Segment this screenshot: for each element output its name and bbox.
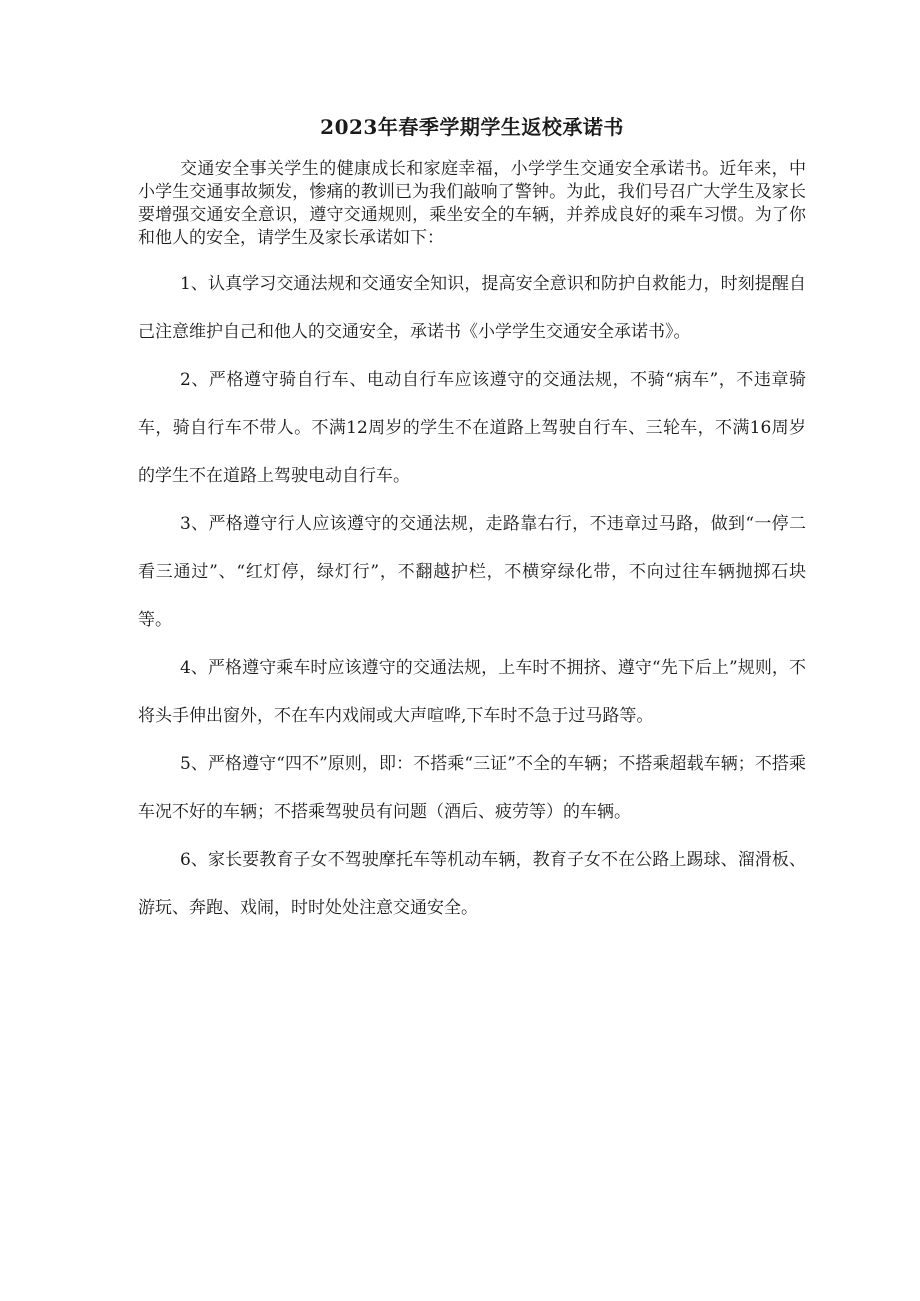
pledge-item-6: 6、家长要教育子女不驾驶摩托车等机动车辆，教育子女不在公路上踢球、溜滑板、游玩、奔跑、戏闹，时时处处注意交通安全。	[138, 850, 806, 918]
intro-paragraph: 交通安全事关学生的健康成长和家庭幸福，小学学生交通安全承诺书。近年来，中小学生交通事故频发，惨痛的教训已为我们敲响了警钟。为此，我们号召广大学生及家长要增强交通安全意识，遵守交通规则，乘坐安全的车辆，并养成良好的乘车习惯。为了你和他人的安全，请学生及家长承诺如下：	[138, 159, 806, 248]
pledge-item-2: 2、严格遵守骑自行车、电动自行车应该遵守的交通法规，不骑“病车”，不违章骑车，骑自行车不带人。不满12周岁的学生不在道路上驾驶自行车、三轮车，不满16周岁的学生不在道路上驾驶电动自行车。	[138, 370, 806, 486]
page-title: 2023年春季学期学生返校承诺书	[320, 115, 624, 139]
document-page	[138, 112, 806, 932]
pledge-item-5: 5、严格遵守“四不”原则，即：不搭乘“三证”不全的车辆；不搭乘超载车辆；不搭乘车况不好的车辆；不搭乘驾驶员有问题（酒后、疲劳等）的车辆。	[138, 754, 806, 822]
pledge-item-3: 3、严格遵守行人应该遵守的交通法规，走路靠右行，不违章过马路，做到“一停二看三通过”、“红灯停，绿灯行”，不翻越护栏，不横穿绿化带，不向过往车辆抛掷石块等。	[138, 514, 806, 630]
pledge-item-4: 4、严格遵守乘车时应该遵守的交通法规，上车时不拥挤、遵守“先下后上”规则，不将头手伸出窗外，不在车内戏闹或大声喧哗,下车时不急于过马路等。	[138, 658, 806, 726]
pledge-item-1: 1、认真学习交通法规和交通安全知识，提高安全意识和防护自救能力，时刻提醒自己注意维护自己和他人的交通安全，承诺书《小学学生交通安全承诺书》。	[138, 274, 806, 342]
